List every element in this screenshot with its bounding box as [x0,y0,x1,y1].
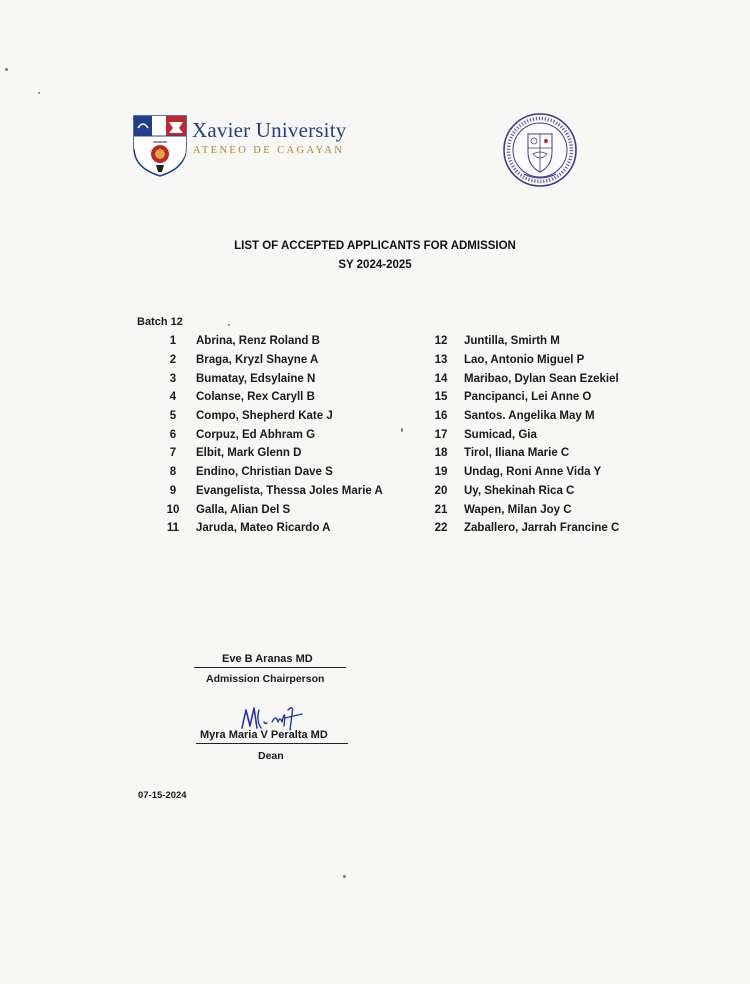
list-item [150,425,383,444]
item-number: 3 [169,372,177,385]
scan-speck [5,68,8,71]
list-item [418,332,619,351]
list-item [150,519,383,538]
applicant-name: Pancipanci, Lei Anne O [464,391,592,404]
item-number: 15 [434,391,448,404]
applicant-name: Tirol, Iliana Marie C [464,447,570,460]
school-year: SY 2024-2025 [338,259,412,271]
list-item [418,369,619,388]
applicant-name: Abrina, Renz Roland B [196,335,320,348]
university-name: Xavier University [192,118,347,142]
applicant-name: Braga, Kryzl Shayne A [196,354,319,367]
item-number: 7 [169,447,177,460]
list-item [150,332,383,351]
university-subtitle: ATENEO DE CAGAYAN [193,145,345,156]
dean-signature-line [196,743,348,744]
item-number: 14 [434,372,448,385]
applicant-name: Evangelista, Thessa Joles Marie A [196,484,383,497]
applicant-name: Maribao, Dylan Sean Ezekiel [464,372,619,385]
list-item [418,388,619,407]
item-number: 16 [434,410,448,423]
list-item [418,482,619,501]
item-number: 9 [169,484,177,497]
batch-label: Batch 12 [137,316,183,328]
list-item [418,519,619,538]
applicant-list-right [418,332,619,538]
item-number: 20 [434,484,448,497]
list-item [150,463,383,482]
list-item [418,463,619,482]
applicant-list-left [150,332,383,538]
dean-name: Myra Maria V Peralta MD [200,729,328,741]
applicant-name: Compo, Shepherd Kate J [196,410,333,423]
document-date: 07-15-2024 [138,790,187,801]
applicant-name: Elbit, Mark Glenn D [196,447,302,460]
applicant-name: Santos. Angelika May M [464,410,595,423]
list-item [150,482,383,501]
list-item [150,388,383,407]
dean-role: Dean [258,750,284,762]
applicant-name: Corpuz, Ed Abhram G [196,428,316,441]
item-number: 1 [169,335,177,348]
item-number: 21 [434,503,448,516]
applicant-name: Jaruda, Mateo Ricardo A [196,522,331,535]
applicant-name: Zaballero, Jarrah Francine C [464,522,620,535]
chairperson-name: Eve B Aranas MD [222,653,313,665]
item-number: 12 [434,335,448,348]
item-number: 22 [434,522,448,535]
item-number: 13 [434,354,448,367]
list-item [418,351,619,370]
chairperson-role: Admission Chairperson [206,673,325,685]
item-number: 2 [169,354,177,367]
university-logo [132,114,382,180]
applicant-name: Uy, Shekinah Rica C [464,484,575,497]
item-number: 5 [169,410,177,423]
item-number: 17 [434,428,448,441]
applicant-name: Juntilla, Smirth M [464,335,560,348]
list-item [150,351,383,370]
list-item [418,425,619,444]
applicant-name: Bumatay, Edsylaine N [196,372,316,385]
chairperson-signature-line [194,667,346,668]
school-seal-icon [502,112,578,188]
list-item [418,500,619,519]
list-item [150,500,383,519]
applicant-name: Wapen, Milan Joy C [464,503,572,516]
item-number: 6 [169,428,177,441]
applicant-name: Undag, Roni Anne Vida Y [464,466,602,479]
applicant-name: Endino, Christian Dave S [196,466,333,479]
applicant-name: Sumicad, Gia [464,428,537,441]
applicant-name: Colanse, Rex Caryll B [196,391,315,404]
list-item [150,444,383,463]
shield-icon [132,114,188,178]
scan-speck [343,875,346,878]
list-item [150,369,383,388]
applicant-name: Lao, Antonio Miguel P [464,354,585,367]
list-item [418,444,619,463]
scan-speck [228,324,230,326]
scan-speck [401,428,403,432]
item-number: 8 [169,466,177,479]
item-number: 10 [166,503,180,516]
item-number: 19 [434,466,448,479]
item-number: 11 [166,522,180,535]
document-title: LIST OF ACCEPTED APPLICANTS FOR ADMISSION [234,240,516,252]
list-item [150,407,383,426]
list-item [418,407,619,426]
item-number: 18 [434,447,448,460]
scan-speck [38,92,40,94]
applicant-name: Galla, Alian Del S [196,503,291,516]
item-number: 4 [169,391,177,404]
